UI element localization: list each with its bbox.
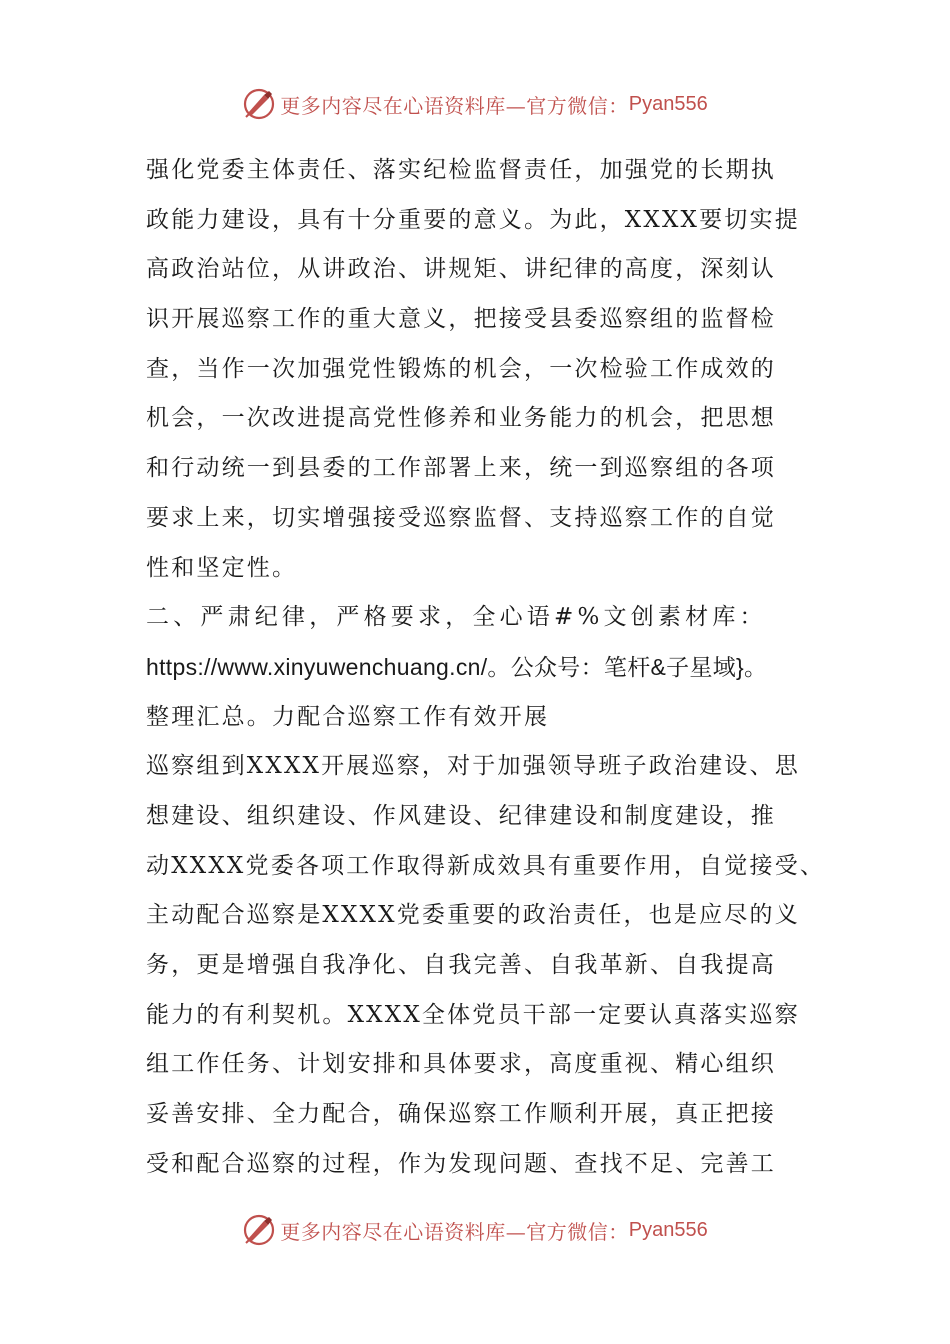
header-banner-text: 更多内容尽在心语资料库—官方微信： <box>280 93 629 118</box>
pen-nib-logo-icon <box>242 1213 276 1247</box>
section-heading: 二、严肃纪律，严格要求，全心语#%文创素材库： <box>146 604 767 631</box>
body-line: 巡察组到XXXX开展巡察，对于加强领导班子政治建设、思 <box>146 753 800 780</box>
body-line: 妥善安排、全力配合，确保巡察工作顺利开展，真正把接 <box>146 1101 776 1128</box>
body-line: 动XXXX党委各项工作取得新成效具有重要作用，自觉接受、 <box>146 852 826 879</box>
body-line: 高政治站位，从讲政治、讲规矩、讲纪律的高度，深刻认 <box>146 256 776 283</box>
body-line-url: https://www.xinyuwenchuang.cn/。公众号：笔杆&子星域}。 <box>146 653 768 680</box>
body-line: 能力的有利契机。XXXX全体党员干部一定要认真落实巡察 <box>146 1001 800 1028</box>
body-line: 受和配合巡察的过程，作为发现问题、查找不足、完善工 <box>146 1150 776 1177</box>
body-line: 强化党委主体责任、落实纪检监督责任，加强党的长期执 <box>146 157 776 183</box>
body-line: 务，更是增强自我净化、自我完善、自我革新、自我提高 <box>146 952 776 978</box>
body-line: 和行动统一到县委的工作部署上来，统一到巡察组的各项 <box>146 455 776 482</box>
header-banner <box>0 84 950 124</box>
body-line: 主动配合巡察是XXXX党委重要的政治责任，也是应尽的义 <box>146 902 800 929</box>
pen-nib-logo-icon <box>242 87 276 121</box>
body-line: 政能力建设，具有十分重要的意义。为此，XXXX要切实提 <box>146 206 800 233</box>
footer-banner <box>0 1210 950 1250</box>
body-line: 要求上来，切实增强接受巡察监督、支持巡察工作的自觉 <box>146 504 776 531</box>
body-line: 性和坚定性。 <box>146 554 298 581</box>
footer-banner-text: 更多内容尽在心语资料库—官方微信： <box>280 1219 629 1244</box>
document-body <box>146 146 826 1189</box>
body-line: 识开展巡察工作的重大意义，把接受县委巡察组的监督检 <box>146 306 776 333</box>
body-line: 机会，一次改进提高党性修养和业务能力的机会，把思想 <box>146 405 776 432</box>
body-line: 想建设、组织建设、作风建设、纪律建设和制度建设，推 <box>146 802 776 829</box>
header-banner-wechat-id: Pyan556 <box>628 92 708 115</box>
body-line: 查，当作一次加强党性锻炼的机会，一次检验工作成效的 <box>146 355 776 382</box>
body-line: 整理汇总。力配合巡察工作有效开展 <box>146 703 550 730</box>
body-line: 组工作任务、计划安排和具体要求，高度重视、精心组织 <box>146 1051 776 1078</box>
footer-banner-wechat-id: Pyan556 <box>628 1218 708 1241</box>
